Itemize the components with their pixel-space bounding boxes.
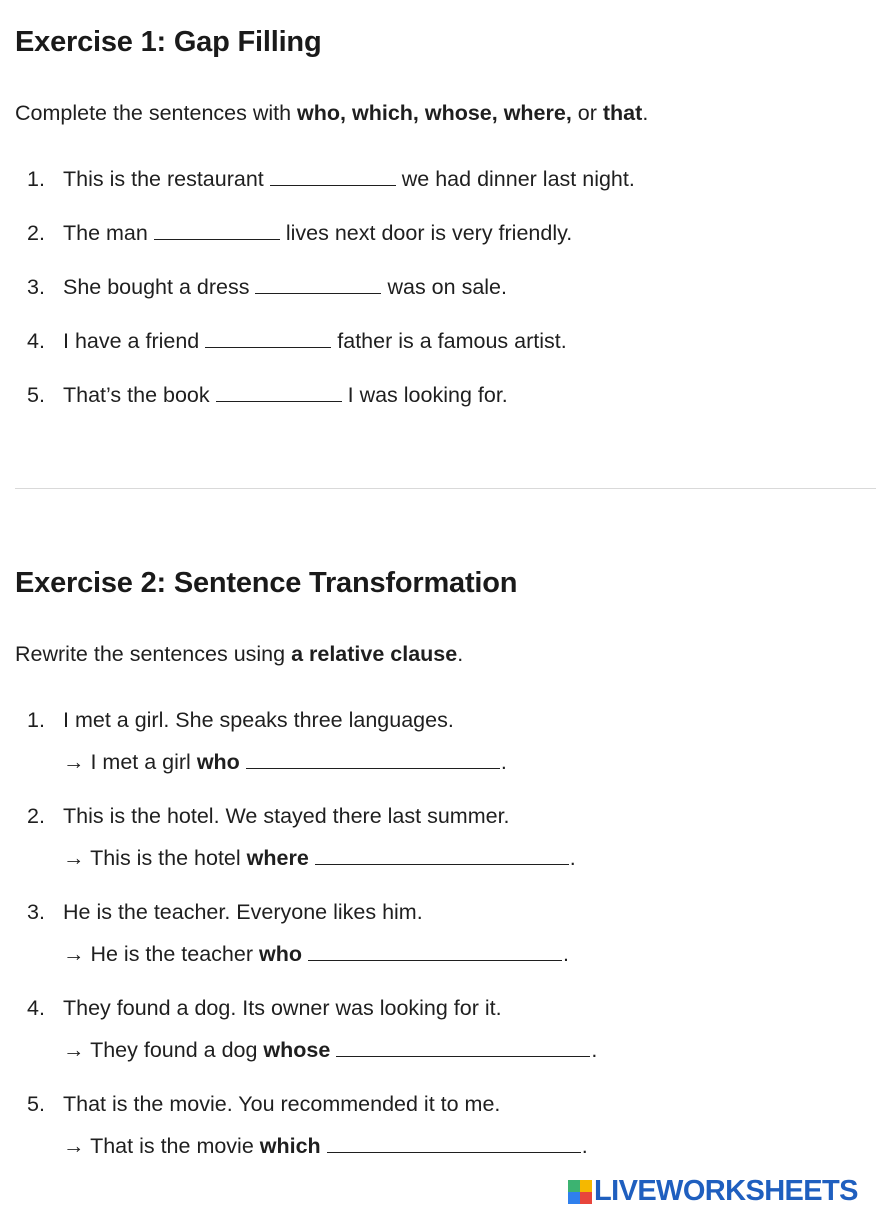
gap-item: 3. She bought a dress was on sale. [27,275,507,299]
item-number: 1. [27,167,45,191]
transform-item [15,996,876,1092]
item-number: 4. [27,329,45,353]
rewrite-blank[interactable] [327,1134,581,1153]
logo-text: LIVEWORKSHEETS [594,1175,858,1207]
item-number: 4. [27,996,45,1020]
original-sentence: They found a dog. Its owner was looking for it. [63,996,502,1020]
item-number: 2. [27,804,45,828]
gap-item: 2. The man lives next door is very friendly. [27,221,573,245]
rewrite-blank[interactable] [336,1038,590,1057]
logo-square-green [568,1180,580,1192]
original-sentence: He is the teacher. Everyone likes him. [63,900,423,924]
item-number: 3. [27,900,45,924]
logo-square-red [580,1192,592,1204]
item-number: 2. [27,221,45,245]
gap-item: 4. I have a friend father is a famous artist. [27,329,567,353]
gap-blank[interactable] [154,221,280,240]
rewrite-line: → I met a girl who . [63,750,507,774]
section-divider [15,488,876,489]
item-number: 5. [27,383,45,407]
original-sentence: That is the movie. You recommended it to me. [63,1092,501,1116]
logo-square-blue [568,1192,580,1204]
gap-blank[interactable] [255,275,381,294]
rewrite-blank[interactable] [315,846,569,865]
transform-item [15,1092,876,1188]
original-sentence: I met a girl. She speaks three languages. [63,708,454,732]
logo-square-yellow [580,1180,592,1192]
gap-blank[interactable] [216,383,342,402]
transform-item [15,708,876,804]
liveworksheets-logo-icon [568,1180,592,1204]
rewrite-blank[interactable] [308,942,562,961]
rewrite-line: → This is the hotel where . [63,846,576,870]
exercise-1-instruction: Complete the sentences with who, which, whose, where, or that. [15,101,649,125]
exercise-2-title: Exercise 2: Sentence Transformation [15,567,518,599]
exercise-2-list [15,708,876,1188]
rewrite-line: → That is the movie which . [63,1134,588,1158]
item-number: 3. [27,275,45,299]
exercise-1-title: Exercise 1: Gap Filling [15,26,322,58]
item-number: 5. [27,1092,45,1116]
rewrite-blank[interactable] [246,750,500,769]
original-sentence: This is the hotel. We stayed there last summer. [63,804,510,828]
gap-blank[interactable] [270,167,396,186]
item-number: 1. [27,708,45,732]
gap-item: 5. That’s the book I was looking for. [27,383,508,407]
rewrite-line: → They found a dog whose . [63,1038,598,1062]
gap-blank[interactable] [205,329,331,348]
liveworksheets-logo[interactable] [568,1177,858,1206]
rewrite-line: → He is the teacher who . [63,942,569,966]
exercise-2-instruction: Rewrite the sentences using a relative clause. [15,642,464,666]
transform-item [15,804,876,900]
transform-item [15,900,876,996]
gap-item: 1. This is the restaurant we had dinner last night. [27,167,635,191]
exercise-1-list [15,167,876,437]
